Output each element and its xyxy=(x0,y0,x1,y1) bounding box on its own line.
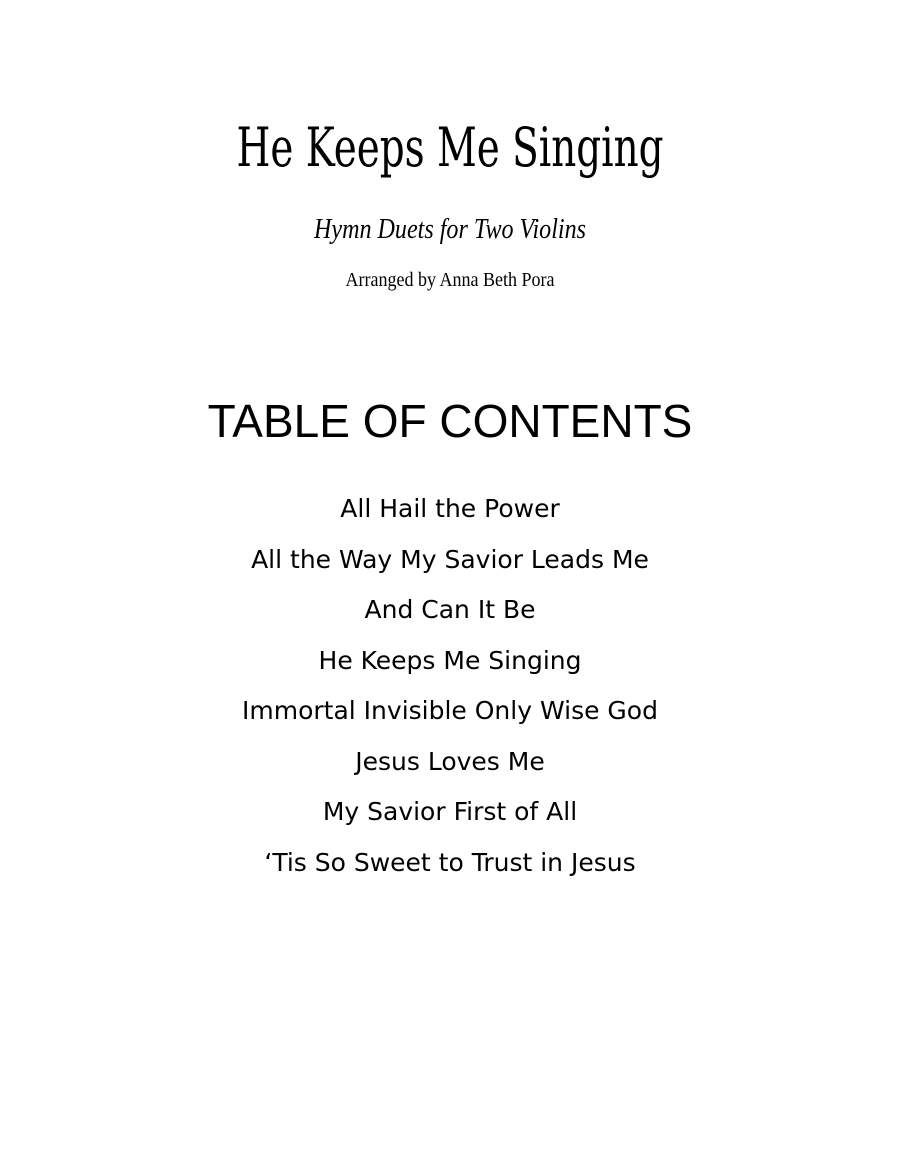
toc-list xyxy=(0,487,900,891)
toc-item: ‘Tis So Sweet to Trust in Jesus xyxy=(264,847,636,877)
toc-heading: TABLE OF CONTENTS xyxy=(207,395,693,447)
book-subtitle: Hymn Duets for Two Violins xyxy=(313,214,587,245)
toc-item: All Hail the Power xyxy=(340,494,560,523)
toc-item: All the Way My Savior Leads Me xyxy=(251,544,649,574)
toc-item: He Keeps Me Singing xyxy=(318,645,582,675)
toc-item: Immortal Invisible Only Wise God xyxy=(242,696,658,725)
toc-item: And Can It Be xyxy=(364,595,536,624)
toc-item: My Savior First of All xyxy=(322,797,578,826)
arranger-credit: Arranged by Anna Beth Pora xyxy=(345,269,555,291)
toc-item: Jesus Loves Me xyxy=(355,746,545,776)
book-title: He Keeps Me Singing xyxy=(236,116,664,179)
